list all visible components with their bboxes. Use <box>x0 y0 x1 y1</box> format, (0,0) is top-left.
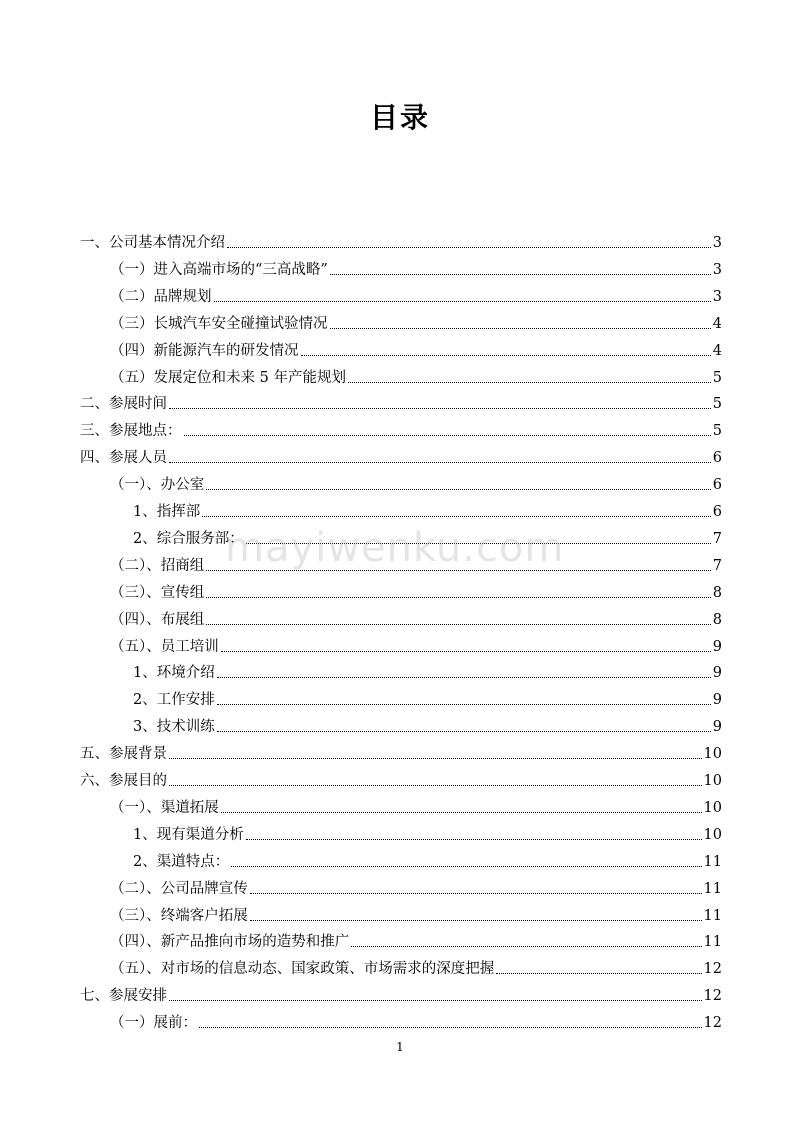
toc-entry[interactable] <box>110 549 722 576</box>
toc-entry-page: 9 <box>712 692 722 708</box>
toc-entry-label: 七、参展安排 <box>80 988 167 1004</box>
toc-entry[interactable] <box>133 710 722 737</box>
toc-entry-page: 7 <box>712 531 722 547</box>
toc-entry-page: 6 <box>712 504 722 520</box>
toc-leader-dots <box>206 489 711 490</box>
toc-leader-dots <box>206 624 711 625</box>
toc-entry[interactable] <box>110 307 722 334</box>
toc-leader-dots <box>169 758 702 759</box>
toc-entry[interactable] <box>110 791 722 818</box>
toc-entry[interactable] <box>133 818 722 845</box>
toc-entry-label: （五）、员工培训 <box>110 639 219 655</box>
toc-entry-page: 7 <box>712 558 722 574</box>
toc-entry-label: （三）、宣传组 <box>110 585 205 601</box>
toc-leader-dots <box>330 274 711 275</box>
toc-leader-dots <box>206 597 711 598</box>
toc-leader-dots <box>206 570 711 571</box>
toc-entry-label: （五）、对市场的信息动态、国家政策、市场需求的深度把握 <box>110 961 495 977</box>
toc-leader-dots <box>351 946 701 947</box>
toc-entry-page: 10 <box>703 800 722 816</box>
toc-entry-label: （四）新能源汽车的研发情况 <box>110 343 299 359</box>
toc-leader-dots <box>301 355 711 356</box>
toc-entry-label: 2、综合服务部： <box>133 531 244 547</box>
watermark: mayiwenku.com <box>225 525 565 571</box>
toc-leader-dots <box>348 382 711 383</box>
toc-entry-page: 9 <box>712 639 722 655</box>
toc-entry-label: （三）、终端客户拓展 <box>110 908 248 924</box>
toc-leader-dots <box>217 731 711 732</box>
toc-entry[interactable] <box>80 441 722 468</box>
toc-entry-page: 11 <box>703 934 722 950</box>
toc-entry-page: 11 <box>703 908 722 924</box>
toc-entry-page: 9 <box>712 665 722 681</box>
toc-entry-page: 4 <box>712 343 722 359</box>
toc-leader-dots <box>199 1027 702 1028</box>
toc-entry[interactable] <box>80 764 722 791</box>
toc-entry-label: 1、环境介绍 <box>133 665 215 681</box>
toc-entry[interactable] <box>80 414 722 441</box>
toc-entry[interactable] <box>110 630 722 657</box>
toc-entry-label: 一、公司基本情况介绍 <box>80 235 225 251</box>
toc-leader-dots <box>496 973 701 974</box>
toc-entry-page: 12 <box>703 961 722 977</box>
toc-leader-dots <box>227 247 711 248</box>
toc-entry-page: 8 <box>712 585 722 601</box>
toc-leader-dots <box>221 812 702 813</box>
toc-entry[interactable] <box>80 979 722 1006</box>
toc-entry-label: （一）进入高端市场的“三高战略” <box>110 262 328 278</box>
toc-entry[interactable] <box>110 334 722 361</box>
toc-entry-page: 10 <box>703 746 722 762</box>
toc-leader-dots <box>246 839 702 840</box>
toc-entry-label: （四）、新产品推向市场的造势和推广 <box>110 934 350 950</box>
page-title: 目录 <box>369 101 430 134</box>
toc-entry-page: 10 <box>703 773 722 789</box>
toc-entry-page: 6 <box>712 477 722 493</box>
toc-entry[interactable] <box>133 495 722 522</box>
toc-entry-page: 3 <box>712 235 722 251</box>
toc-leader-dots <box>231 866 701 867</box>
toc-leader-dots <box>250 893 702 894</box>
toc-entry-label: 3、技术训练 <box>133 719 215 735</box>
toc-leader-dots <box>202 516 711 517</box>
toc-entry-label: （一）、渠道拓展 <box>110 800 219 816</box>
toc-entry[interactable] <box>110 253 722 280</box>
toc-entry[interactable] <box>133 683 722 710</box>
toc-entry-label: 2、渠道特点： <box>133 854 230 870</box>
toc-entry[interactable] <box>110 361 722 388</box>
toc-entry-page: 11 <box>703 881 722 897</box>
toc-entry[interactable] <box>110 576 722 603</box>
toc-leader-dots <box>169 408 711 409</box>
toc-entry-label: （二）品牌规划 <box>110 289 212 305</box>
toc-leader-dots <box>214 301 711 302</box>
toc-entry[interactable] <box>133 845 722 872</box>
toc-entry-label: （二）、公司品牌宣传 <box>110 881 248 897</box>
toc-entry[interactable] <box>110 468 722 495</box>
toc-entry[interactable] <box>133 656 722 683</box>
toc-entry[interactable] <box>110 899 722 926</box>
toc-entry-page: 11 <box>703 854 722 870</box>
toc-entry-page: 5 <box>712 370 722 386</box>
toc-entry[interactable] <box>110 952 722 979</box>
toc-entry-page: 3 <box>712 262 722 278</box>
toc-leader-dots <box>221 651 711 652</box>
toc-entry-label: （一）、办公室 <box>110 477 205 493</box>
toc-leader-dots <box>246 543 711 544</box>
toc-entry-label: 三、参展地点： <box>80 423 182 439</box>
toc-entry-label: （四）、布展组 <box>110 612 205 628</box>
toc-entry[interactable] <box>133 522 722 549</box>
toc-entry[interactable] <box>80 737 722 764</box>
toc-entry-label: 二、参展时间 <box>80 396 167 412</box>
toc-entry[interactable] <box>80 226 722 253</box>
toc-leader-dots <box>217 677 711 678</box>
toc-leader-dots <box>169 462 711 463</box>
toc-entry-label: （二）、招商组 <box>110 558 205 574</box>
toc-entry[interactable] <box>110 925 722 952</box>
toc-entry-label: 四、参展人员 <box>80 450 167 466</box>
toc-entry-label: 五、参展背景 <box>80 746 167 762</box>
toc-leader-dots <box>169 785 702 786</box>
toc-entry-label: （五）发展定位和未来 5 年产能规划 <box>110 370 346 386</box>
toc-entry-page: 9 <box>712 719 722 735</box>
toc-leader-dots <box>169 1000 702 1001</box>
toc-entry-page: 5 <box>712 396 722 412</box>
toc-entry-page: 5 <box>712 423 722 439</box>
toc-entry[interactable] <box>110 1006 722 1033</box>
toc-entry-label: 六、参展目的 <box>80 773 167 789</box>
toc-leader-dots <box>184 435 711 436</box>
toc-entry-page: 6 <box>712 450 722 466</box>
page-number: 1 <box>396 1040 404 1054</box>
toc-entry-label: 1、指挥部 <box>133 504 201 520</box>
toc-entry-page: 3 <box>712 289 722 305</box>
toc-entry-page: 10 <box>703 827 722 843</box>
toc-entry-page: 12 <box>703 988 722 1004</box>
toc-entry-page: 8 <box>712 612 722 628</box>
toc-leader-dots <box>250 920 702 921</box>
toc-entry[interactable] <box>110 280 722 307</box>
toc-entry[interactable] <box>110 872 722 899</box>
toc-entry-label: （一）展前： <box>110 1015 197 1031</box>
toc-leader-dots <box>217 704 711 705</box>
toc-entry-page: 4 <box>712 316 722 332</box>
toc-entry[interactable] <box>80 387 722 414</box>
toc-entry[interactable] <box>110 603 722 630</box>
toc-entry-page: 12 <box>703 1015 722 1031</box>
toc-entry-label: （三）长城汽车安全碰撞试验情况 <box>110 316 328 332</box>
toc-leader-dots <box>330 328 711 329</box>
toc-entry-label: 1、现有渠道分析 <box>133 827 244 843</box>
toc-entry-label: 2、工作安排 <box>133 692 215 708</box>
